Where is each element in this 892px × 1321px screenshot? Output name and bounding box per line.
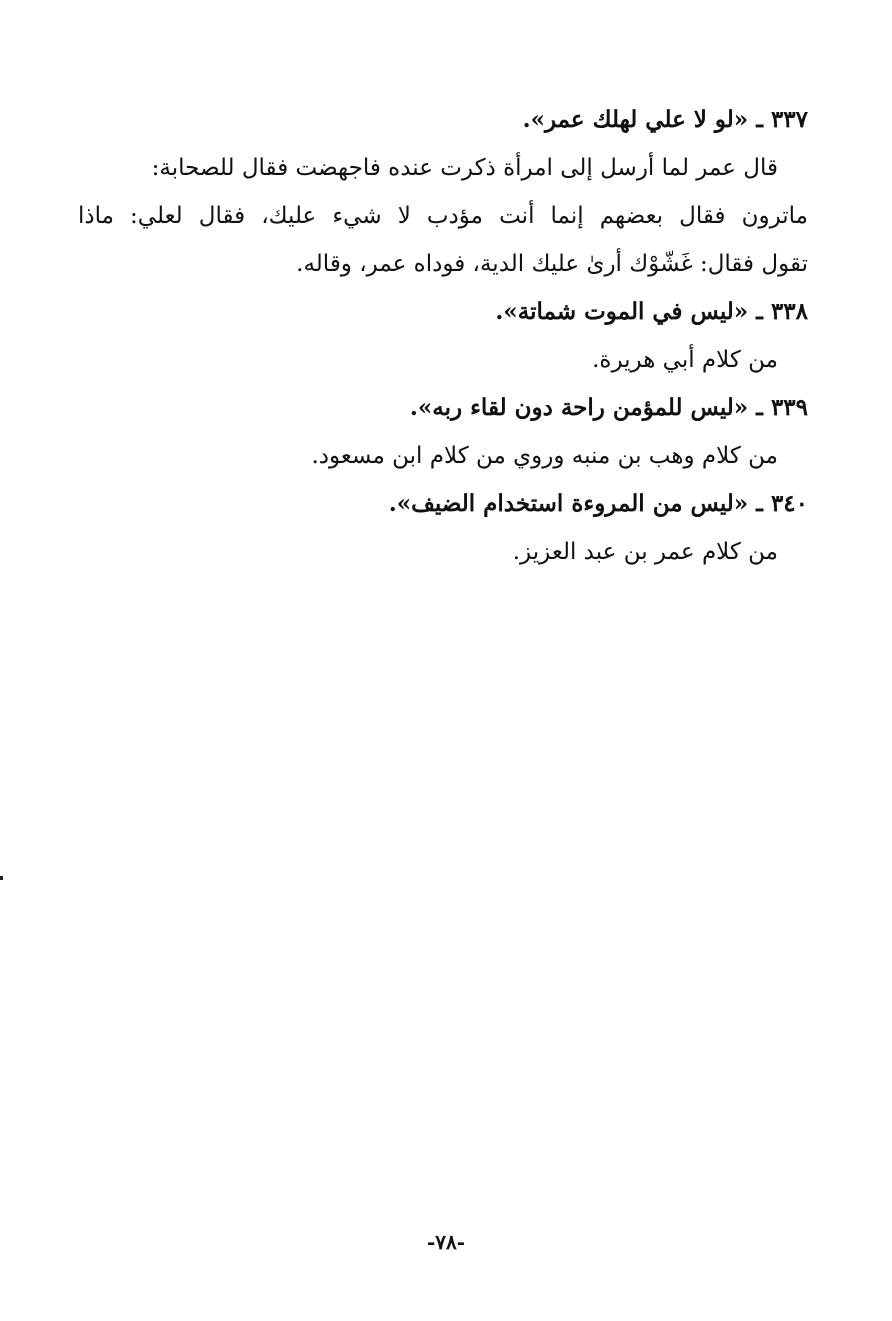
entry-338-heading: ٣٣٨ ـ «ليس في الموت شماتة». (495, 298, 808, 325)
entry-339-heading: ٣٣٩ ـ «ليس للمؤمن راحة دون لقاء ربه». (409, 394, 808, 421)
margin-speck (0, 876, 3, 880)
entry-337-text-line-3: تقول فقال: غَشّوْك أرىٰ عليك الدية، فوداه عمر، وقاله. (296, 251, 808, 277)
entry-339-text-line-1: من كلام وهب بن منبه وروي من كلام ابن مسعود. (311, 443, 778, 469)
entry-337-heading: ٣٣٧ ـ «لو لا علي لهلك عمر». (522, 106, 808, 133)
entry-337-text-line-2: ماترون فقال بعضهم إنما أنت مؤدب لا شيء عليك، فقال لعلي: ماذا (78, 203, 808, 229)
entry-337-text-line-1: قال عمر لما أرسل إلى امرأة ذكرت عنده فاجهضت فقال للصحابة: (151, 155, 778, 181)
page-body (78, 96, 808, 576)
entry-340-text-line-1: من كلام عمر بن عبد العزيز. (512, 539, 778, 565)
entry-338-text-line-1: من كلام أبي هريرة. (592, 347, 778, 373)
page-number: -٧٨- (426, 1230, 466, 1254)
entry-340-heading: ٣٤٠ ـ «ليس من المروءة استخدام الضيف». (388, 490, 808, 517)
